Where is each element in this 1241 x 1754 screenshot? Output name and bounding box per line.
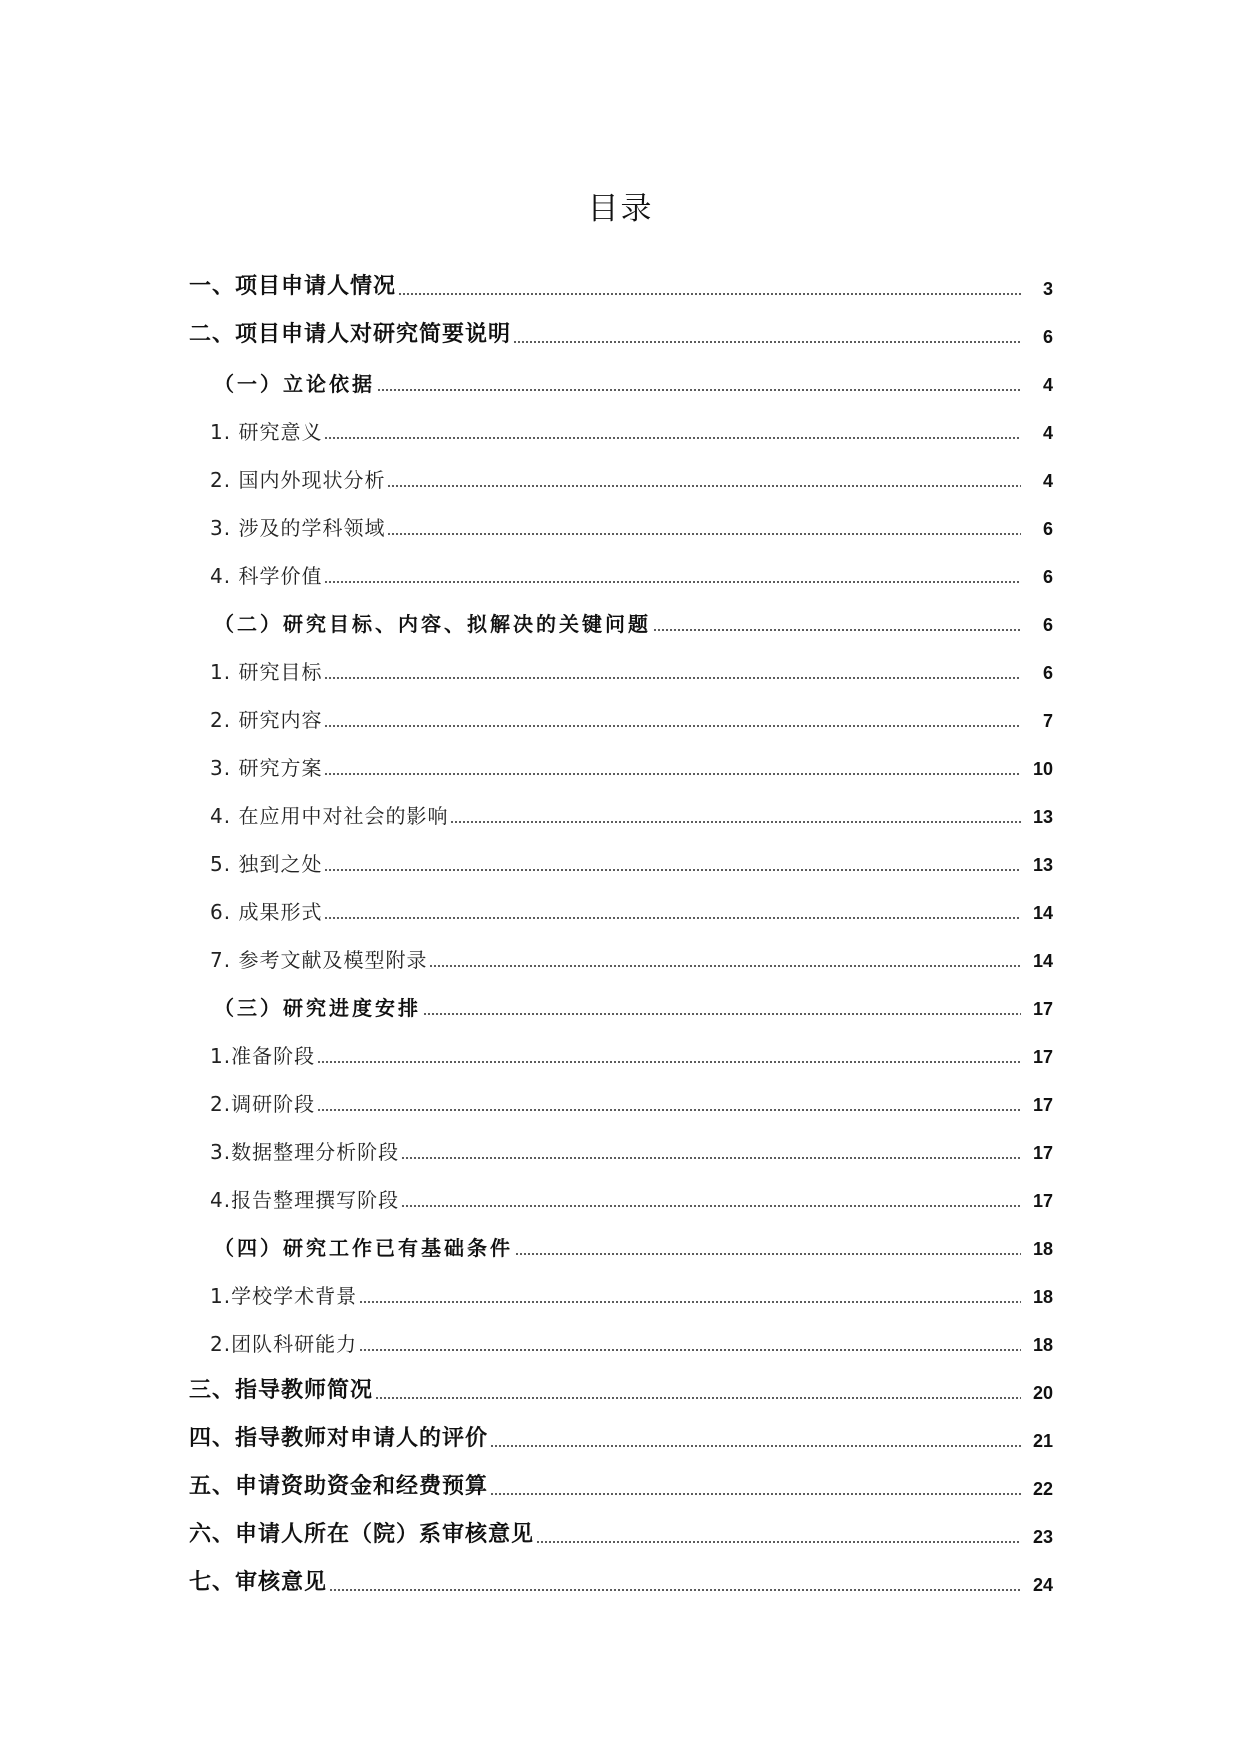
dot-leader xyxy=(324,869,1021,871)
toc-entry-label: 3.数据整理分析阶段 xyxy=(210,1140,400,1164)
table-of-contents xyxy=(0,260,1241,1604)
dot-leader xyxy=(490,1493,1021,1495)
toc-entry[interactable] xyxy=(0,1076,1241,1124)
dot-leader xyxy=(375,1397,1021,1399)
toc-entry-label: 1. 研究目标 xyxy=(210,660,323,684)
toc-entry-label: （二）研究目标、内容、拟解决的关键问题 xyxy=(214,612,651,636)
toc-entry[interactable] xyxy=(0,740,1241,788)
toc-entry-label: （四）研究工作已有基础条件 xyxy=(214,1236,513,1260)
dot-leader xyxy=(387,533,1021,535)
toc-entry[interactable] xyxy=(0,1316,1241,1364)
toc-page-number: 6 xyxy=(1042,567,1053,587)
dot-leader xyxy=(324,917,1021,919)
toc-page-number: 20 xyxy=(1032,1383,1053,1403)
toc-entry[interactable] xyxy=(0,548,1241,596)
toc-page-number: 17 xyxy=(1032,1095,1053,1115)
toc-page-number: 6 xyxy=(1042,519,1053,539)
toc-page-number: 7 xyxy=(1042,711,1053,731)
dot-leader xyxy=(423,1013,1021,1015)
toc-entry-label: 5. 独到之处 xyxy=(210,852,323,876)
dot-leader xyxy=(515,1253,1021,1255)
toc-entry-label: 2. 国内外现状分析 xyxy=(210,468,386,492)
toc-page-number: 17 xyxy=(1032,999,1053,1019)
toc-entry[interactable] xyxy=(0,1220,1241,1268)
toc-entry-label: 4.报告整理撰写阶段 xyxy=(210,1188,400,1212)
dot-leader xyxy=(429,965,1021,967)
toc-entry-label: 3. 研究方案 xyxy=(210,756,323,780)
toc-entry-label: 2. 研究内容 xyxy=(210,708,323,732)
toc-entry[interactable] xyxy=(0,884,1241,932)
toc-entry-label: 4. 在应用中对社会的影响 xyxy=(210,804,449,828)
toc-entry-label: 五、申请资助资金和经费预算 xyxy=(189,1474,489,1499)
toc-entry[interactable] xyxy=(0,1268,1241,1316)
toc-entry-label: 四、指导教师对申请人的评价 xyxy=(189,1426,489,1451)
toc-page-number: 4 xyxy=(1042,423,1053,443)
toc-entry[interactable] xyxy=(0,1412,1241,1460)
toc-page-number: 4 xyxy=(1042,471,1053,491)
toc-page-number: 13 xyxy=(1032,807,1053,827)
toc-entry[interactable] xyxy=(0,452,1241,500)
toc-entry-label: 三、指导教师简况 xyxy=(189,1378,374,1403)
toc-page-number: 17 xyxy=(1032,1047,1053,1067)
toc-entry[interactable] xyxy=(0,1028,1241,1076)
dot-leader xyxy=(359,1301,1021,1303)
dot-leader xyxy=(324,725,1021,727)
toc-entry[interactable] xyxy=(0,596,1241,644)
toc-page-number: 6 xyxy=(1042,663,1053,683)
toc-entry[interactable] xyxy=(0,308,1241,356)
dot-leader xyxy=(359,1349,1021,1351)
toc-entry[interactable] xyxy=(0,260,1241,308)
dot-leader xyxy=(387,485,1021,487)
toc-entry-label: 4. 科学价值 xyxy=(210,564,323,588)
toc-page-number: 18 xyxy=(1032,1335,1053,1355)
toc-entry[interactable] xyxy=(0,1460,1241,1508)
toc-page-number: 6 xyxy=(1042,615,1053,635)
toc-entry[interactable] xyxy=(0,836,1241,884)
toc-entry-label: 二、项目申请人对研究简要说明 xyxy=(189,322,512,347)
toc-page-number: 3 xyxy=(1042,279,1053,299)
toc-entry-label: （三）研究进度安排 xyxy=(214,996,421,1020)
dot-leader xyxy=(450,821,1021,823)
toc-entry[interactable] xyxy=(0,1124,1241,1172)
page-title: 目录 xyxy=(587,190,654,227)
toc-page-number: 18 xyxy=(1032,1287,1053,1307)
toc-page-number: 24 xyxy=(1032,1575,1053,1595)
toc-entry[interactable] xyxy=(0,1364,1241,1412)
dot-leader xyxy=(401,1157,1021,1159)
toc-entry-label: 3. 涉及的学科领域 xyxy=(210,516,386,540)
toc-entry[interactable] xyxy=(0,980,1241,1028)
toc-entry[interactable] xyxy=(0,932,1241,980)
toc-entry-label: 1.准备阶段 xyxy=(210,1044,316,1068)
toc-page-number: 22 xyxy=(1032,1479,1053,1499)
dot-leader xyxy=(324,581,1021,583)
toc-page-number: 10 xyxy=(1032,759,1053,779)
dot-leader xyxy=(398,293,1021,295)
toc-entry-label: 七、审核意见 xyxy=(189,1570,328,1595)
toc-entry-label: 六、申请人所在（院）系审核意见 xyxy=(189,1522,535,1547)
dot-leader xyxy=(317,1061,1021,1063)
dot-leader xyxy=(536,1541,1021,1543)
toc-page-number: 23 xyxy=(1032,1527,1053,1547)
dot-leader xyxy=(324,677,1021,679)
toc-entry-label: 6. 成果形式 xyxy=(210,900,323,924)
toc-page-number: 4 xyxy=(1042,375,1053,395)
toc-entry[interactable] xyxy=(0,1508,1241,1556)
toc-page-number: 14 xyxy=(1032,903,1053,923)
dot-leader xyxy=(329,1589,1021,1591)
toc-page-number: 17 xyxy=(1032,1143,1053,1163)
toc-entry-label: 2.团队科研能力 xyxy=(210,1332,358,1356)
toc-entry-label: 7. 参考文献及模型附录 xyxy=(210,948,428,972)
toc-entry-label: 一、项目申请人情况 xyxy=(189,274,397,299)
toc-entry[interactable] xyxy=(0,404,1241,452)
toc-page-number: 14 xyxy=(1032,951,1053,971)
toc-page-number: 13 xyxy=(1032,855,1053,875)
toc-entry[interactable] xyxy=(0,356,1241,404)
toc-entry[interactable] xyxy=(0,788,1241,836)
toc-page-number: 6 xyxy=(1042,327,1053,347)
toc-entry-label: 1.学校学术背景 xyxy=(210,1284,358,1308)
dot-leader xyxy=(324,773,1021,775)
dot-leader xyxy=(317,1109,1021,1111)
dot-leader xyxy=(401,1205,1021,1207)
toc-entry-label: （一）立论依据 xyxy=(214,372,375,396)
toc-entry[interactable] xyxy=(0,1556,1241,1604)
dot-leader xyxy=(377,389,1021,391)
toc-entry[interactable] xyxy=(0,500,1241,548)
toc-page-number: 17 xyxy=(1032,1191,1053,1211)
dot-leader xyxy=(653,629,1021,631)
toc-entry-label: 1. 研究意义 xyxy=(210,420,323,444)
toc-entry[interactable] xyxy=(0,644,1241,692)
dot-leader xyxy=(513,341,1021,343)
toc-page-number: 18 xyxy=(1032,1239,1053,1259)
toc-entry[interactable] xyxy=(0,692,1241,740)
toc-page-number: 21 xyxy=(1032,1431,1053,1451)
dot-leader xyxy=(324,437,1021,439)
toc-entry-label: 2.调研阶段 xyxy=(210,1092,316,1116)
dot-leader xyxy=(490,1445,1021,1447)
toc-entry[interactable] xyxy=(0,1172,1241,1220)
